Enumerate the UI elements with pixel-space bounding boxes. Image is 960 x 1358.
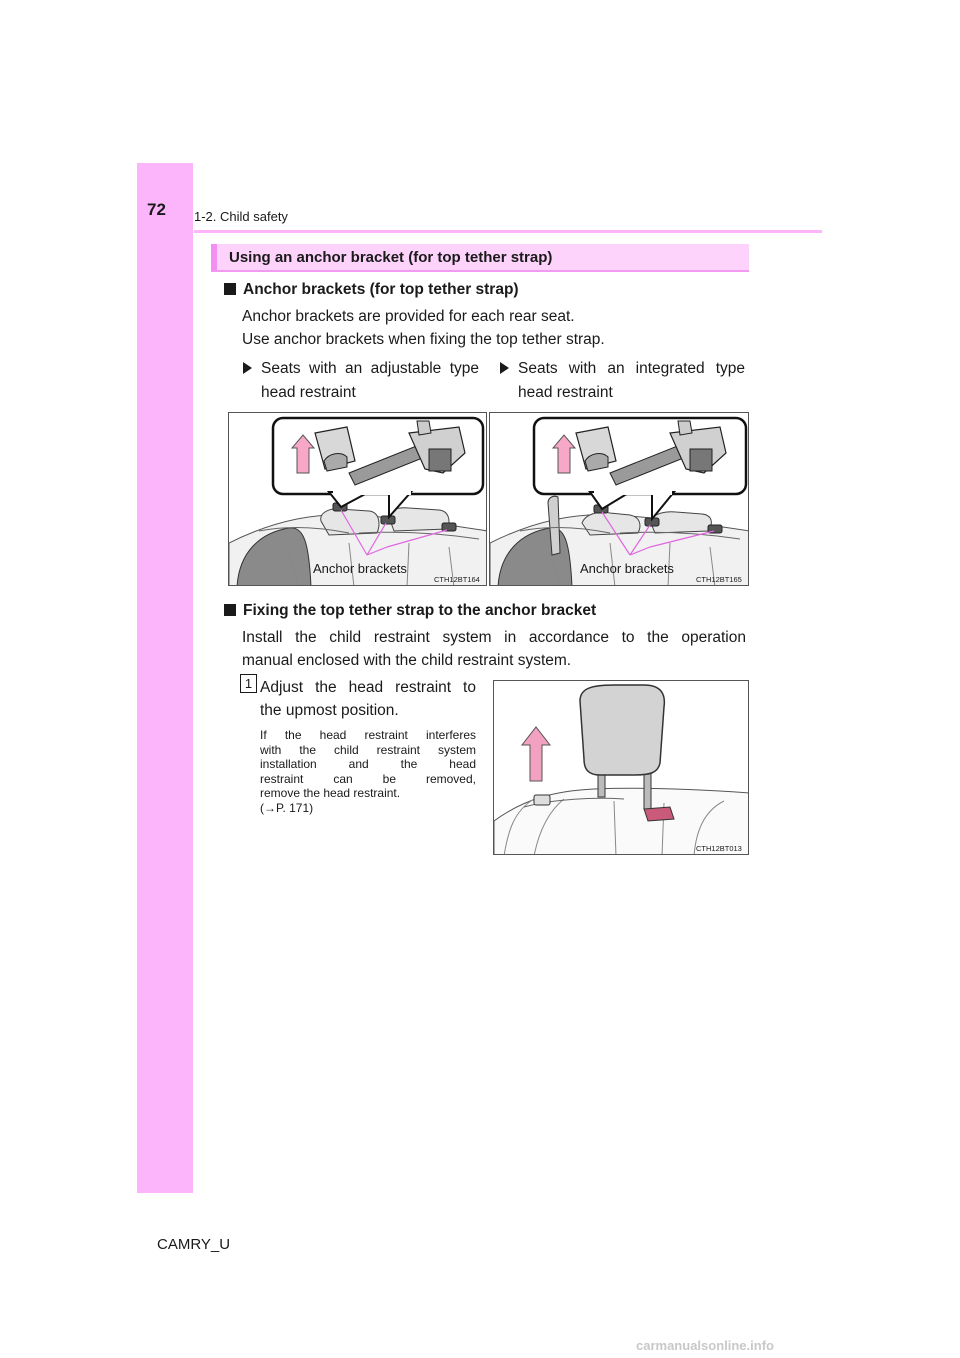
option-integrated	[518, 357, 745, 405]
step-instruction-line2: the upmost position.	[260, 702, 399, 719]
figure-code: CTH12BT165	[696, 575, 742, 584]
figure-label-anchor-brackets: Anchor brackets	[313, 561, 407, 576]
fixing-strap-line1: Install the child restraint system in accordance to the operation	[242, 629, 746, 646]
step-instruction	[260, 676, 476, 722]
figure-label-anchor-brackets: Anchor brackets	[580, 561, 674, 576]
header-divider	[194, 230, 822, 233]
footer-model: CAMRY_U	[157, 1236, 231, 1253]
fixing-strap-line2: manual enclosed with the child restraint system.	[242, 652, 572, 669]
page-number: 72	[147, 200, 166, 219]
option-adjustable-line2: head restraint	[261, 384, 356, 401]
step-instruction-line1: Adjust the head restraint to	[260, 679, 476, 696]
fixing-strap-heading	[224, 602, 596, 620]
step-note-line5: remove the head restraint.	[260, 786, 401, 800]
square-bullet-icon	[224, 604, 236, 616]
figure-adjustable-seats	[228, 412, 487, 586]
option-integrated-line1: Seats with an integrated type	[518, 360, 745, 377]
head-restraint-illustration	[494, 681, 749, 855]
figure-integrated-seats	[489, 412, 749, 586]
figure-code: CTH12BT013	[696, 844, 742, 853]
option-integrated-line2: head restraint	[518, 384, 613, 401]
figure-code: CTH12BT164	[434, 575, 480, 584]
step-note	[260, 728, 476, 815]
anchor-brackets-line1: Anchor brackets are provided for each rear seat.	[242, 308, 575, 325]
anchor-brackets-line2: Use anchor brackets when fixing the top tether strap.	[242, 331, 605, 348]
square-bullet-icon	[224, 283, 236, 295]
step-number-badge: 1	[240, 674, 257, 693]
step-note-line4: restraint can be removed,	[260, 771, 476, 786]
anchor-brackets-heading-text: Anchor brackets (for top tether strap)	[243, 281, 519, 298]
option-adjustable	[261, 357, 479, 405]
section-title: 1-2. Child safety	[194, 209, 288, 224]
figure-head-restraint	[493, 680, 749, 855]
sidebar-tab	[137, 163, 193, 1193]
step-note-line1: If the head restraint interferes	[260, 728, 476, 742]
topic-banner	[211, 244, 749, 272]
page-reference-link[interactable]: (→P. 171)	[260, 800, 314, 815]
option-adjustable-line1: Seats with an adjustable type	[261, 360, 479, 377]
fixing-strap-heading-text: Fixing the top tether strap to the anchor bracket	[243, 602, 597, 619]
step-note-line3: installation and the head	[260, 757, 476, 771]
step-note-line2: with the child restraint system	[260, 742, 476, 757]
anchor-brackets-heading	[224, 281, 519, 299]
triangle-bullet-icon	[243, 362, 252, 374]
topic-title: Using an anchor bracket (for top tether strap)	[229, 249, 553, 266]
watermark: carmanualsonline.info	[636, 1338, 774, 1353]
triangle-bullet-icon	[500, 362, 509, 374]
